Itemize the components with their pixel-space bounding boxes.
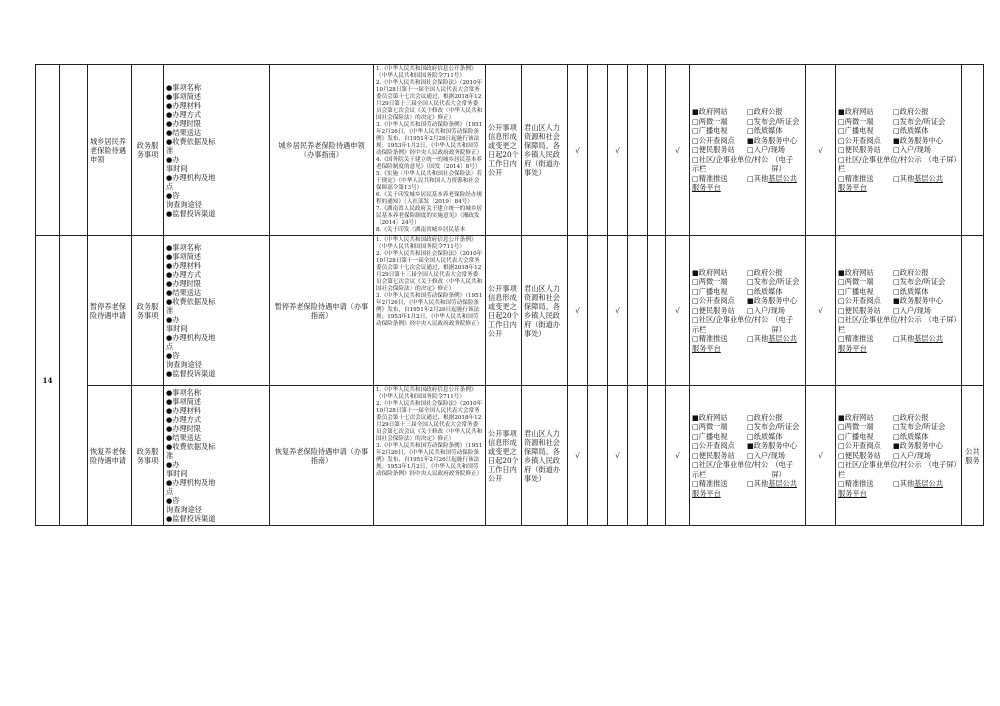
disclosure-basis: [374, 65, 486, 236]
channel-option: □广播电视: [692, 126, 728, 136]
element-item: ●事项简述: [166, 91, 202, 101]
channel-option: □发布会/听证会: [893, 422, 946, 432]
check-mark: √: [806, 236, 836, 386]
disclosure-time: 公开事项信息形成或变更之日起20个工作日内公开: [486, 236, 522, 386]
disclosure-channels: [692, 268, 803, 354]
channel-option: □两微一端: [692, 116, 728, 126]
element-item: ●咨: [166, 351, 180, 360]
element-item: ●事项简述: [166, 397, 202, 406]
channel-option: □两微一端: [692, 277, 728, 287]
basis-item: 6.《关于印发城乡居民基本养老保险经办规程的通知》（人社部发〔2019〕84号）: [376, 192, 483, 205]
check-mark: √: [666, 386, 690, 526]
service-type: [962, 236, 984, 386]
disclosure-time: 公开事项信息形成或变更之日起20个工作日内公开: [486, 65, 522, 236]
element-item: ●办理机构及地: [166, 478, 216, 487]
channel-option: □政府公报: [893, 267, 929, 277]
channel-option: □广播电视: [838, 286, 874, 296]
channel-platform: 基层公共: [768, 479, 797, 489]
channel-option: □广播电视: [692, 431, 728, 441]
channel-platform: 服务平台: [692, 343, 721, 353]
disclosure-time: 公开事项信息形成或变更之日起20个工作日内公开: [486, 386, 522, 526]
channel-option: □社区/企事业单位/村公示栏: [838, 154, 922, 174]
element-item: ●办: [166, 460, 180, 469]
channel-option: □便民服务站: [838, 450, 881, 460]
item-name: 恢复养老保险待遇申请: [88, 386, 132, 526]
disclosure-elements: [164, 386, 270, 526]
element-item: 事时间: [166, 163, 188, 173]
channel-platform: 服务平台: [838, 183, 867, 193]
channel-option: □公开查阅点: [838, 135, 881, 145]
element-item: ●办理时限: [166, 118, 202, 128]
disclosure-content: 暂停养老保险待遇申请（办事指南）: [270, 236, 374, 386]
channel-platform: 基层公共: [768, 334, 797, 344]
channel-option: ■政务服务中心: [893, 135, 943, 145]
channel-option: □政府公报: [747, 412, 783, 422]
channel-option: （电子屏）: [924, 154, 961, 164]
check-mark: √: [608, 386, 628, 526]
channel-platform: 服务平台: [838, 343, 867, 353]
element-item: 准: [166, 306, 174, 315]
basis-item: 4.《国务院关于建立统一的城乡居民基本养老保险制度的意见》（国发〔2014〕8号）: [376, 157, 483, 170]
check-mark: √: [608, 65, 628, 236]
channel-option: □便民服务站: [692, 450, 735, 460]
channel-option: ■政府网站: [692, 267, 728, 277]
channel-option: □精准推送: [692, 173, 728, 183]
disclosure-channels: [838, 107, 959, 193]
check-mark: √: [806, 386, 836, 526]
basis-item: 1.《中华人民共和国政府信息公开条例》（中华人民共和国国务院令711号）: [376, 387, 477, 400]
disclosure-channels: [692, 107, 803, 193]
table-row: [36, 236, 984, 386]
channel-option: □公开查阅点: [838, 296, 881, 306]
channel-option: □发布会/听证会: [893, 277, 946, 287]
element-item: ●结果送达: [166, 288, 202, 297]
disclosure-elements: [164, 236, 270, 386]
channel-platform: 服务平台: [838, 488, 867, 498]
disclosure-channels-cell-2: [836, 236, 962, 386]
service-type: [962, 65, 984, 236]
channel-option: □精准推送: [692, 479, 728, 489]
channel-option: □入户/现场: [893, 450, 931, 460]
channel-option: □广播电视: [692, 286, 728, 296]
channel-platform: 基层公共: [914, 173, 943, 183]
channel-option: □广播电视: [838, 126, 874, 136]
disclosure-channels-cell-2: [836, 386, 962, 526]
element-item: ●结果送达: [166, 127, 202, 137]
channel-option: ■政务服务中心: [747, 296, 797, 306]
element-item: ●事项名称: [166, 388, 202, 397]
channel-option: ■政务服务中心: [747, 441, 797, 451]
channel-option: □纸质媒体: [747, 431, 783, 441]
table-row: [36, 65, 984, 236]
element-item: ●办理材料: [166, 406, 202, 415]
channel-platform: 基层公共: [914, 479, 943, 489]
channel-platform: 服务平台: [692, 488, 721, 498]
disclosure-subject: 君山区人力资源和社会保障局、各乡镇人民政府（街道办事处）: [522, 236, 568, 386]
channel-platform: 基层公共: [768, 173, 797, 183]
element-item: ●办理机构及地: [166, 172, 216, 182]
channel-option: （电子屏）: [924, 315, 961, 325]
element-item: ●办: [166, 315, 180, 324]
channel-option: □入户/现场: [747, 305, 785, 315]
channel-option: ■政务服务中心: [747, 135, 797, 145]
channel-option: □两微一端: [838, 422, 874, 432]
element-item: ●收费依据及标: [166, 136, 216, 146]
disclosure-elements: [164, 65, 270, 236]
channel-option: □公开查阅点: [838, 441, 881, 451]
check-mark: √: [568, 386, 588, 526]
element-item: ●办理材料: [166, 100, 202, 110]
channel-option: ■政务服务中心: [893, 441, 943, 451]
element-item: ●办理时限: [166, 424, 202, 433]
basis-item: 3.《中华人民共和国劳动保险条例》（1951年2月26日，《中华人民共和国劳动保险条例》发布，自1951年2月26日起施行该法规；1953年1月2日，《中华人民共和国劳动保险条例》经中央人民政府政务院修正）: [376, 122, 483, 156]
element-item: ●监督投诉渠道: [166, 514, 216, 523]
channel-option: □其他: [747, 334, 769, 344]
item-category: 政务服务事项: [132, 236, 164, 386]
element-item: 准: [166, 451, 174, 460]
channel-option: □两微一端: [838, 116, 874, 126]
channel-option: □政府公报: [747, 107, 783, 117]
channel-option: □精准推送: [838, 334, 874, 344]
channel-option: □政府公报: [893, 107, 929, 117]
channel-option: □便民服务站: [838, 145, 881, 155]
element-item: ●办理材料: [166, 261, 202, 270]
basis-item: 2.《中华人民共和国社会保险法》（2010年10月28日第十一届全国人民代表大会常务委员会第十七次会议通过，根据2018年12月29日第十三届全国人民代表大会常务委员会第七次会议《关于修改〈中华人民共和国社会保险法〉的决定》修正）: [376, 251, 483, 292]
disclosure-channels: [838, 268, 959, 354]
basis-item: 3.《中华人民共和国劳动保险条例》（1951年2月26日，《中华人民共和国劳动保险条例》发布，自1951年2月26日起施行该法规；1953年1月2日，《中华人民共和国劳动保险条例》经中央人民政府政务院修正）: [376, 443, 483, 477]
disclosure-table: [35, 64, 984, 526]
element-item: 询查询途径: [166, 360, 202, 369]
channel-option: □社区/企事业单位/村公示栏: [692, 154, 769, 174]
channel-option: □精准推送: [692, 334, 728, 344]
disclosure-content: 城乡居民养老保险待遇申领（办事指南）: [270, 65, 374, 236]
element-item: 准: [166, 145, 174, 155]
element-item: ●结果送达: [166, 433, 202, 442]
channel-option: □其他: [893, 173, 915, 183]
channel-platform: 服务平台: [692, 183, 721, 193]
channel-option: ■政府网站: [838, 107, 874, 117]
channel-option: □纸质媒体: [893, 126, 929, 136]
basis-item: 1.《中华人民共和国政府信息公开条例》（中华人民共和国国务院令711号）: [376, 66, 477, 79]
disclosure-content: 恢复养老保险待遇申请（办事指南）: [270, 386, 374, 526]
element-item: 事时间: [166, 469, 188, 478]
check-mark: √: [568, 236, 588, 386]
channel-option: □入户/现场: [747, 450, 785, 460]
channel-option: □纸质媒体: [893, 431, 929, 441]
channel-option: □社区/企事业单位/村公示栏: [692, 460, 769, 479]
channel-option: □发布会/听证会: [747, 277, 800, 287]
channel-option: □入户/现场: [893, 305, 931, 315]
basis-item: 2.《中华人民共和国社会保险法》（2010年10月28日第十一届全国人民代表大会常务委员会第十七次会议通过，根据2018年12月29日第十三届全国人民代表大会常务委员会第七次会议《关于修改〈中华人民共和国社会保险法〉的决定》修正）: [376, 401, 483, 442]
channel-option: □便民服务站: [692, 305, 735, 315]
element-item: ●办理时限: [166, 279, 202, 288]
item-category: 政务服务事项: [132, 386, 164, 526]
channel-option: ■政府网站: [838, 412, 874, 422]
channel-option: （电子屏）: [771, 315, 794, 334]
basis-item: 5.《实施〈中华人民共和国社会保险法〉若干规定》（中华人民共和国人力资源和社会保障部令第13号）: [376, 171, 483, 191]
channel-option: □广播电视: [838, 431, 874, 441]
disclosure-subject: 君山区人力资源和社会保障局、各乡镇人民政府（街道办事处）: [522, 65, 568, 236]
basis-item: 8.《关于印发〈湖南省城乡居民基本: [376, 227, 466, 233]
element-item: ●咨: [166, 190, 180, 200]
channel-option: □精准推送: [838, 479, 874, 489]
channel-option: ■政府网站: [692, 107, 728, 117]
disclosure-subject: 君山区人力资源和社会保障局、各乡镇人民政府（街道办事处）: [522, 386, 568, 526]
channel-option: □发布会/听证会: [747, 116, 800, 126]
channel-option: ■政府网站: [692, 412, 728, 422]
basis-item: 3.《中华人民共和国劳动保险条例》（1951年2月26日，《中华人民共和国劳动保险条例》发布，自1951年2月26日起施行该法规；1953年1月2日，《中华人民共和国劳动保险条例》经中央人民政府政务院修正）: [376, 293, 483, 327]
element-item: ●办理方式: [166, 109, 202, 119]
element-item: 询查询途径: [166, 505, 202, 514]
channel-option: □公开查阅点: [692, 441, 735, 451]
element-item: ●事项名称: [166, 82, 202, 92]
channel-option: □便民服务站: [838, 305, 881, 315]
basis-item: 2.《中华人民共和国社会保险法》（2010年10月28日第十一届全国人民代表大会常务委员会第十七次会议通过，根据2018年12月29日第十三届全国人民代表大会常务委员会第七次会议《关于修改〈中华人民共和国社会保险法〉的决定》修正）: [376, 80, 483, 121]
element-item: 事时间: [166, 324, 188, 333]
group-number: 14: [36, 236, 60, 526]
disclosure-channels: [838, 413, 959, 499]
channel-option: □纸质媒体: [893, 286, 929, 296]
channel-option: □公开查阅点: [692, 135, 735, 145]
channel-option: □纸质媒体: [747, 126, 783, 136]
item-name: 暂停养老保险待遇申请: [88, 236, 132, 386]
channel-option: □精准推送: [838, 173, 874, 183]
disclosure-channels-cell: [690, 386, 806, 526]
check-mark: √: [666, 236, 690, 386]
channel-platform: 基层公共: [914, 334, 943, 344]
table-row: [36, 386, 984, 526]
element-item: ●事项简述: [166, 252, 202, 261]
element-item: ●事项名称: [166, 243, 202, 252]
channel-option: （电子屏）: [771, 154, 794, 174]
channel-option: （电子屏）: [771, 460, 794, 479]
disclosure-channels-cell-2: [836, 65, 962, 236]
channel-option: □发布会/听证会: [747, 422, 800, 432]
basis-item: 7.《湖南省人民政府关于建立统一的城乡居民基本养老保险制度的实施意见》（湘政发〔2014〕24号）: [376, 206, 483, 226]
channel-option: □政府公报: [893, 412, 929, 422]
element-item: 点: [166, 342, 174, 351]
channel-option: □政府公报: [747, 267, 783, 277]
disclosure-basis: [374, 236, 486, 386]
disclosure-basis: [374, 386, 486, 526]
channel-option: □其他: [893, 479, 915, 489]
channel-option: ■政务服务中心: [893, 296, 943, 306]
channel-option: （电子屏）: [924, 460, 961, 470]
disclosure-channels: [692, 413, 803, 499]
channel-option: □两微一端: [692, 422, 728, 432]
channel-option: ■政府网站: [838, 267, 874, 277]
element-item: 点: [166, 181, 174, 191]
channel-option: □两微一端: [838, 277, 874, 287]
channel-option: □其他: [893, 334, 915, 344]
channel-option: □发布会/听证会: [893, 116, 946, 126]
channel-option: □入户/现场: [893, 145, 931, 155]
channel-option: □社区/企事业单位/村公示栏: [838, 460, 922, 479]
element-item: ●办: [166, 154, 180, 164]
element-item: ●办理方式: [166, 270, 202, 279]
service-type: 公共服务: [962, 386, 984, 526]
basis-item: 1.《中华人民共和国政府信息公开条例》（中华人民共和国国务院令711号）: [376, 237, 477, 250]
channel-option: □便民服务站: [692, 145, 735, 155]
disclosure-channels-cell: [690, 236, 806, 386]
channel-option: □纸质媒体: [747, 286, 783, 296]
channel-option: □其他: [747, 173, 769, 183]
check-mark: √: [806, 65, 836, 236]
element-item: ●咨: [166, 496, 180, 505]
channel-option: □社区/企事业单位/村公示栏: [692, 315, 769, 334]
check-mark: √: [608, 236, 628, 386]
element-item: ●收费依据及标: [166, 297, 216, 306]
disclosure-channels-cell: [690, 65, 806, 236]
element-item: ●监督投诉渠道: [166, 369, 216, 378]
element-item: 询查询途径: [166, 199, 202, 209]
element-item: ●办理方式: [166, 415, 202, 424]
item-name: 城乡居民养老保险待遇申领: [88, 65, 132, 236]
channel-option: □入户/现场: [747, 145, 785, 155]
item-category: 政务服务事项: [132, 65, 164, 236]
channel-option: □其他: [747, 479, 769, 489]
check-mark: √: [666, 65, 690, 236]
element-item: ●办理机构及地: [166, 333, 216, 342]
check-mark: √: [568, 65, 588, 236]
element-item: ●监督投诉渠道: [166, 208, 216, 218]
element-item: ●收费依据及标: [166, 442, 216, 451]
channel-option: □社区/企事业单位/村公示栏: [838, 315, 922, 334]
channel-option: □公开查阅点: [692, 296, 735, 306]
element-item: 点: [166, 487, 174, 496]
